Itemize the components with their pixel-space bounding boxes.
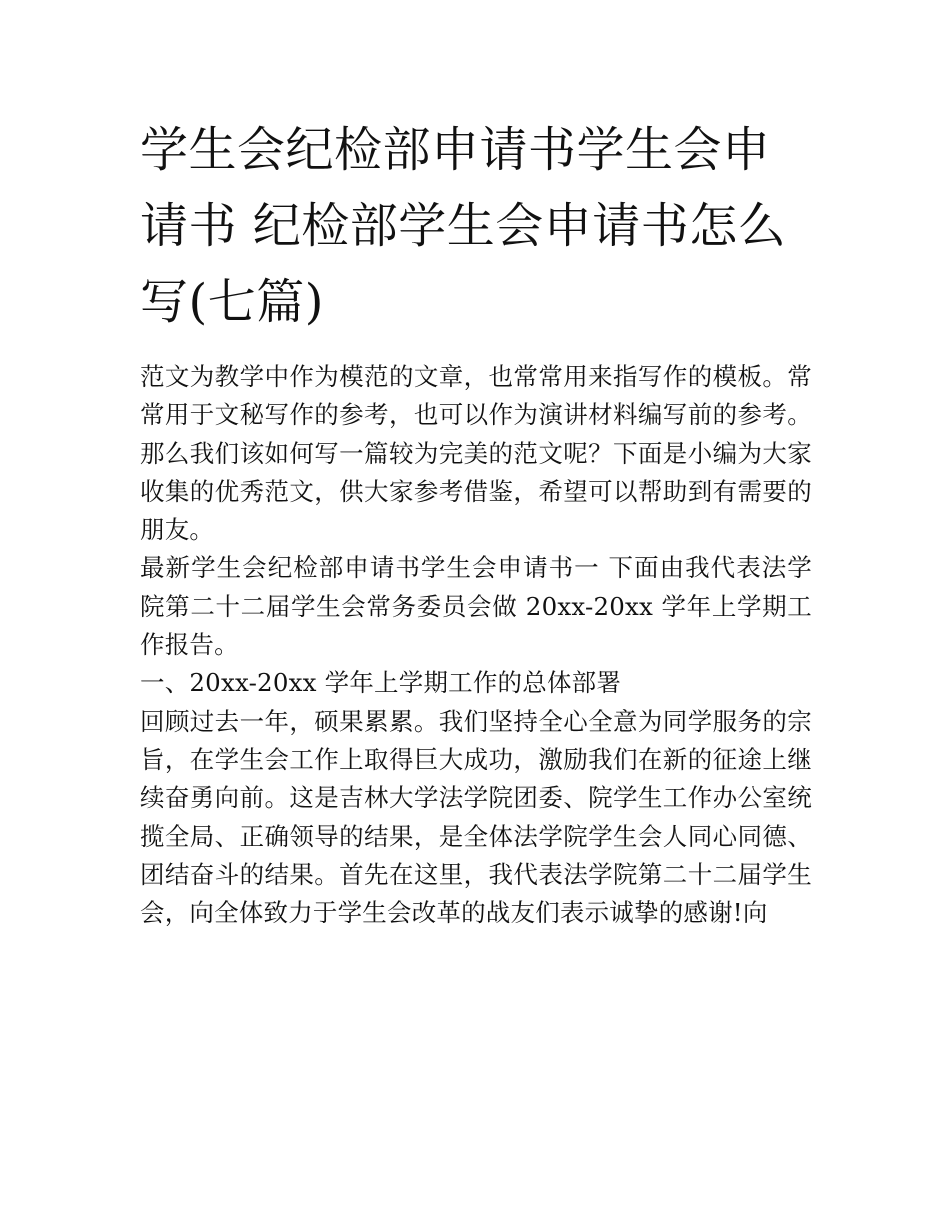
document-body xyxy=(140,358,812,932)
review-paragraph: 回顾过去一年，硕果累累。我们坚持全心全意为同学服务的宗旨，在学生会工作上取得巨大成功，激励我们在新的征途上继续奋勇向前。这是吉林大学法学院团委、院学生工作办公室统揽全局、正确领导的结果，是全体法学院学生会人同心同德、团结奋斗的结果。首先在这里，我代表法学院第二十二届学生会，向全体致力于学生会改革的战友们表示诚挚的感谢!向 xyxy=(140,706,812,928)
intro-paragraph: 范文为教学中作为模范的文章，也常常用来指写作的模板。常常用于文秘写作的参考，也可以作为演讲材料编写前的参考。那么我们该如何写一篇较为完美的范文呢？下面是小编为大家收集的优秀范文，供大家参考借鉴，希望可以帮助到有需要的朋友。 xyxy=(140,362,812,545)
document-page xyxy=(140,112,812,932)
document-title: 学生会纪检部申请书学生会申请书 纪检部学生会申请书怎么写(七篇) xyxy=(140,122,787,330)
report-intro-paragraph: 最新学生会纪检部申请书学生会申请书一 下面由我代表法学院第二十二届学生会常务委员会做 20xx-20xx 学年上学期工作报告。 xyxy=(140,553,812,660)
section-heading: 一、20xx-20xx 学年上学期工作的总体部署 xyxy=(140,668,622,698)
